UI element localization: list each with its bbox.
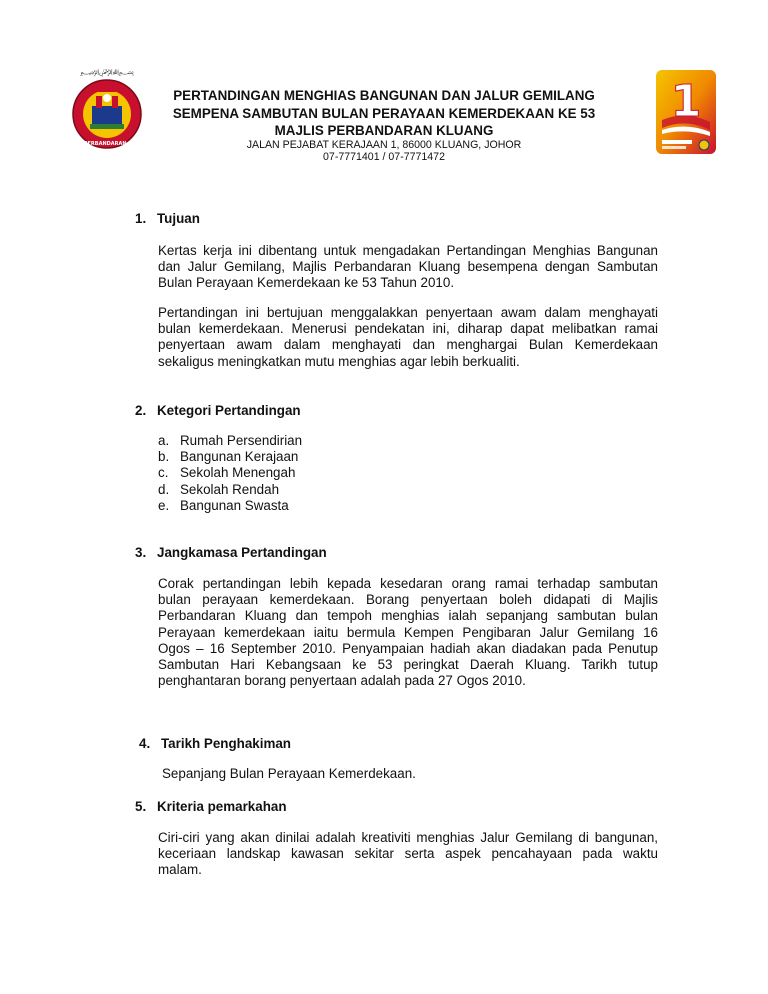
text-line: sekaligus meningkatkan mutu menghias agar lebih berkualiti. [158,353,520,369]
list-text: Bangunan Kerajaan [180,449,299,465]
list-text: Rumah Persendirian [180,433,303,448]
text-line: Perayaan kemerdekaan iaitu bermula Kempen Pengibaran Jalur Gemilang 16 [158,624,658,640]
text-line: Ogos – 16 September 2010. Penyampaian hadiah akan diadakan pada Penutup [158,640,658,656]
text-line: malam. [158,862,202,878]
merdeka-number: 1 [670,76,702,127]
section-4-paragraph [162,766,662,782]
svg-text:﷽: ﷽ [80,68,134,76]
doc-title-line-2: SEMPENA SAMBUTAN BULAN PERAYAAN KEMERDEKAAN KE 53 [172,106,596,121]
list-item [158,433,302,449]
category-list [158,433,302,514]
list-text: Bangunan Swasta [180,497,289,513]
text-line: Pertandingan ini bertujuan menggalakkan penyertaan awam dalam menghayati [158,305,658,320]
section-number: 1. [135,211,147,226]
section-number: 4. [139,736,151,751]
text-line: Kertas kerja ini dibentang untuk mengadakan Pertandingan Menghias Bangunan [158,243,658,258]
text-line: bulan kemerdekaan. Menerusi pendekatan ini, diharap dapat melibatkan ramai [158,321,658,337]
section-5-paragraph [158,830,658,879]
section-number: 3. [135,545,147,560]
text-line: Sambutan Hari Kebangsaan ke 53 peringkat Daerah Kluang. Tarikh tutup [158,657,658,673]
text-line: Corak pertandingan lebih kepada kesedaran orang ramai terhadap sambutan [158,576,658,591]
list-letter: e. [158,497,170,513]
text-line: bulan perayaan kemerdekaan. Borang penyertaan boleh didapati di Majlis [158,592,658,608]
doc-title-line-1: PERTANDINGAN MENGHIAS BANGUNAN DAN JALUR GEMILANG [173,88,595,103]
section-1-paragraph-1 [158,243,658,292]
section-title: Tujuan [157,211,200,226]
list-letter: c. [158,465,169,481]
section-title: Kriteria pemarkahan [157,799,287,814]
section-2-heading [135,403,301,418]
mpk-crest-logo [62,62,152,158]
list-item [158,482,302,498]
text-line: dan Jalur Gemilang, Majlis Perbandaran Kluang besempena dengan Sambutan [158,259,658,275]
list-text: Sekolah Rendah [180,481,280,497]
text-line: penghantaran borang penyertaan adalah pada 27 Ogos 2010. [158,673,526,689]
section-4-heading [139,736,291,751]
list-letter: a. [158,433,170,448]
list-letter: b. [158,449,170,465]
crest-motto: MAJLIS PERBANDARAN KLUANG [62,141,152,147]
merdeka-logo [656,70,716,154]
section-number: 5. [135,799,147,814]
list-item [158,498,302,514]
section-3-heading [135,545,327,560]
text-line: penyertaan awam dalam menghayati dan menghargai Bulan Kemerdekaan [158,337,658,353]
section-title: Tarikh Penghakiman [161,736,291,751]
section-title: Ketegori Pertandingan [157,403,301,418]
section-title: Jangkamasa Pertandingan [157,545,327,560]
text-line: Sepanjang Bulan Perayaan Kemerdekaan. [162,766,416,781]
doc-title-line-3: MAJLIS PERBANDARAN KLUANG [274,123,494,138]
section-5-heading [135,799,287,814]
list-item [158,465,302,481]
phone-numbers: 07-7771401 / 07-7771472 [323,151,445,163]
list-text: Sekolah Menengah [180,465,296,481]
section-1-paragraph-2 [158,305,658,370]
text-line: Ciri-ciri yang akan dinilai adalah kreativiti menghias Jalur Gemilang di bangunan, [158,830,658,845]
list-item [158,449,302,465]
section-number: 2. [135,403,147,418]
text-line: Bulan Perayaan Kemerdekaan ke 53 Tahun 2010. [158,275,455,291]
list-letter: d. [158,481,170,497]
section-1-heading [135,211,200,226]
text-line: Perbandaran Kluang dan tempoh menghias ialah sepanjang sambutan bulan [158,608,658,624]
section-3-paragraph [158,576,658,689]
address: JALAN PEJABAT KERAJAAN 1, 86000 KLUANG, JOHOR [246,139,522,151]
text-line: keceriaan landskap kawasan sekitar serta aspek pencahayaan pada waktu [158,846,658,862]
